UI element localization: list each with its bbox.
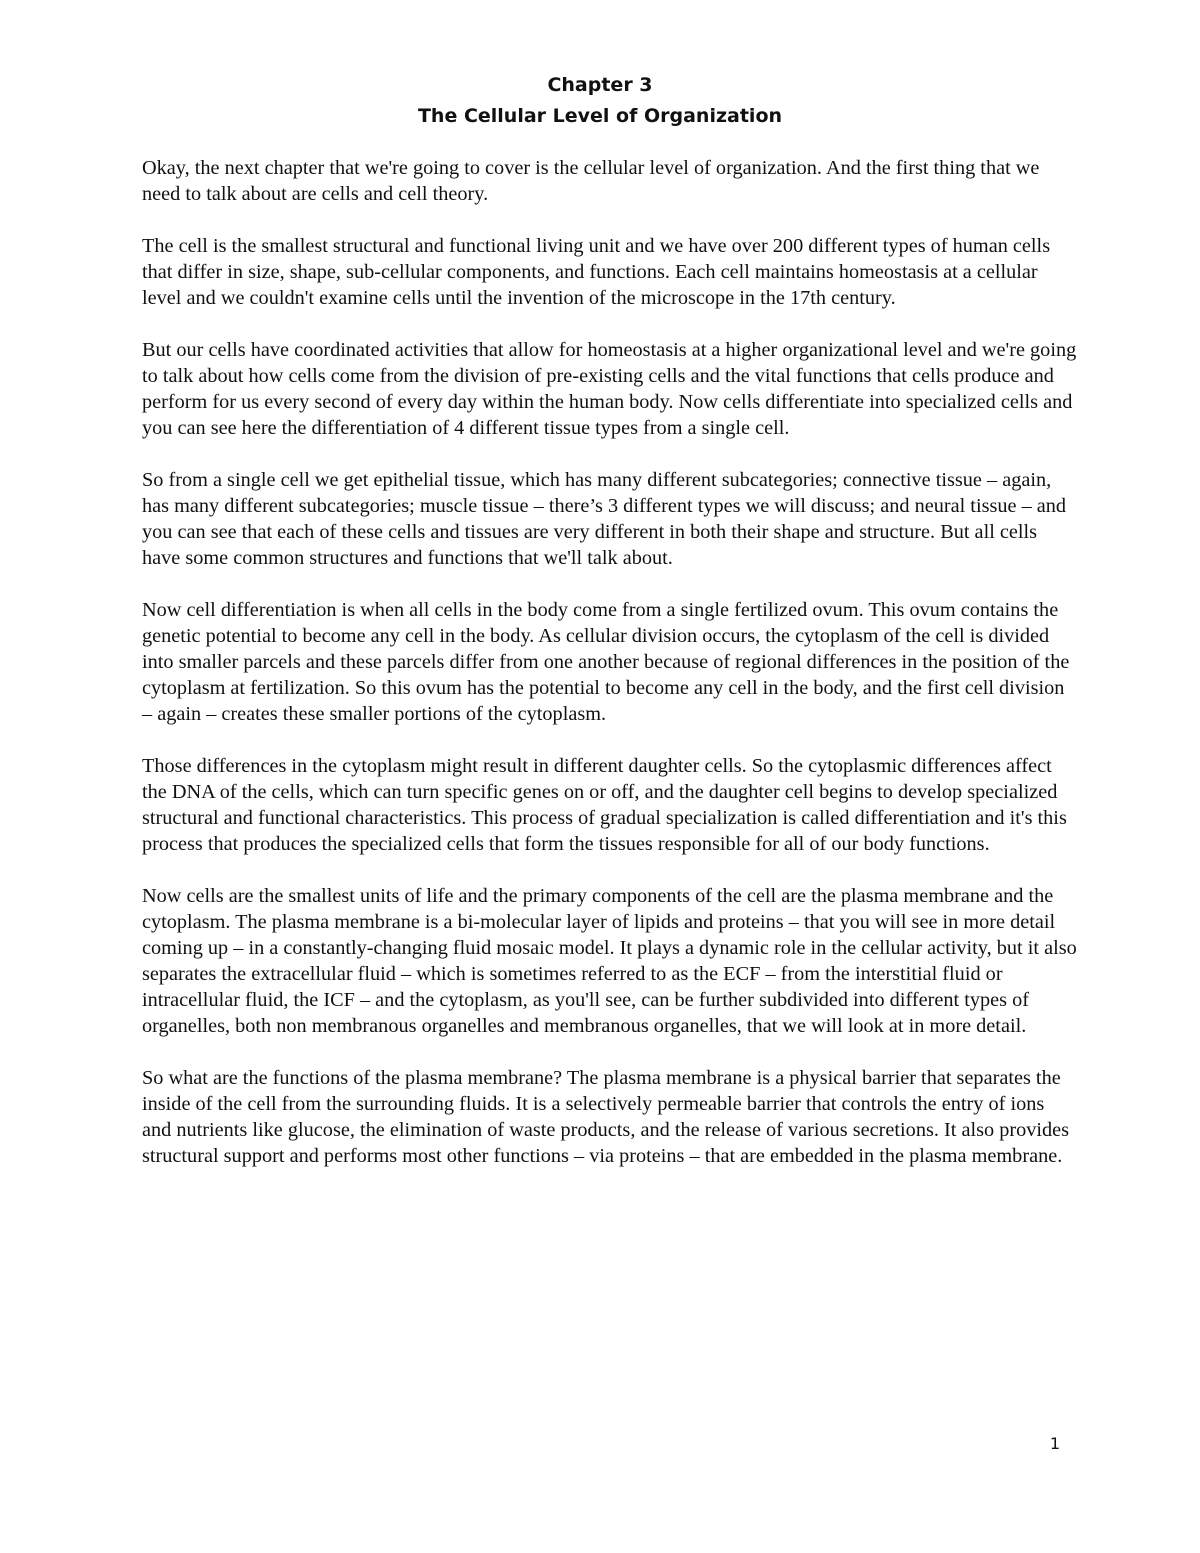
paragraph: Okay, the next chapter that we're going to cover is the cellular level of organization. And the first thing that we need to talk about are cells and cell theory. [142,157,1040,205]
chapter-title: The Cellular Level of Organization [417,105,783,127]
chapter-header [0,70,1200,132]
paragraph: Now cell differentiation is when all cells in the body come from a single fertilized ovum. This ovum contains the genetic potential to become any cell in the body. As cellular division occurs, the cytoplasm of the cell is divided into smaller parcels and these parcels differ from one another because of regional differences in the position of the cytoplasm at fertilization. So this ovum has the potential to become any cell in the body, and the first cell division – again – creates these smaller portions of the cytoplasm. [142,599,1070,725]
chapter-label: Chapter 3 [547,74,653,96]
paragraph: But our cells have coordinated activities that allow for homeostasis at a higher organizational level and we're going to talk about how cells come from the division of pre-existing cells and the vital functions that cells produce and perform for us every second of every day within the human body. Now cells differentiate into specialized cells and you can see here the differentiation of 4 different tissue types from a single cell. [142,339,1077,439]
paragraph: So from a single cell we get epithelial tissue, which has many different subcategories; connective tissue – again, has many different subcategories; muscle tissue – there’s 3 different types we will discuss; and neural tissue – and you can see that each of these cells and tissues are very different in both their shape and structure. But all cells have some common structures and functions that we'll talk about. [142,469,1067,569]
paragraph: The cell is the smallest structural and functional living unit and we have over 200 different types of human cells that differ in size, shape, sub-cellular components, and functions. Each cell maintains homeostasis at a cellular level and we couldn't examine cells until the invention of the microscope in the 17th century. [142,235,1051,309]
paragraph: Those differences in the cytoplasm might result in different daughter cells. So the cytoplasmic differences affect the DNA of the cells, which can turn specific genes on or off, and the daughter cell begins to develop specialized structural and functional characteristics. This process of gradual specialization is called differentiation and it's this process that produces the specialized cells that form the tissues responsible for all of our body functions. [142,755,1067,855]
paragraph: Now cells are the smallest units of life and the primary components of the cell are the plasma membrane and the cytoplasm. The plasma membrane is a bi-molecular layer of lipids and proteins – that you will see in more detail coming up – in a constantly-changing fluid mosaic model. It plays a dynamic role in the cellular activity, but it also separates the extracellular fluid – which is sometimes referred to as the ECF – from the interstitial fluid or intracellular fluid, the ICF – and the cytoplasm, as you'll see, can be further subdivided into different types of organelles, both non membranous organelles and membranous organelles, that we will look at in more detail. [142,885,1077,1037]
page-number: 1 [1049,1434,1060,1453]
document-body [142,155,1077,1195]
paragraph: So what are the functions of the plasma membrane? The plasma membrane is a physical barrier that separates the inside of the cell from the surrounding fluids. It is a selectively permeable barrier that controls the entry of ions and nutrients like glucose, the elimination of waste products, and the release of various secretions. It also provides structural support and performs most other functions – via proteins – that are embedded in the plasma membrane. [142,1067,1070,1167]
